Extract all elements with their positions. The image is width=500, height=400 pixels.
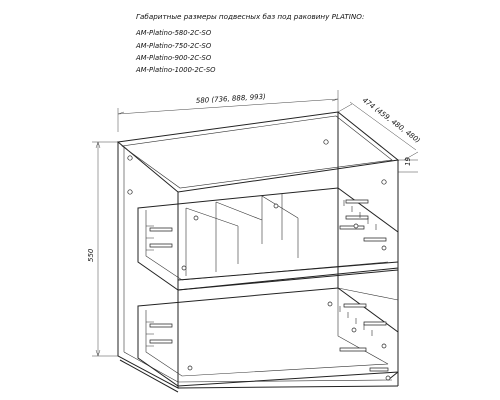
- upper-drawer: [138, 188, 398, 290]
- model-label: AM-Platino-580-2C-SO: [136, 29, 212, 37]
- fixing-holes: [128, 140, 390, 380]
- model-label: AM-Platino-900-2C-SO: [136, 54, 212, 62]
- model-label: AM-Platino-750-2C-SO: [136, 42, 212, 50]
- offset-dimension: [398, 157, 418, 172]
- offset-label: 19: [404, 157, 412, 166]
- height-label: 550: [87, 248, 95, 262]
- width-dimension: [118, 90, 338, 132]
- model-label: AM-Platino-1000-2C-SO: [136, 66, 216, 74]
- lower-drawer: [120, 288, 398, 392]
- depth-label: 474 (459, 480, 480): [360, 96, 422, 145]
- drawing-title: Габаритные размеры подвесных баз под раковину PLATINO:: [136, 12, 365, 21]
- height-dimension: [87, 142, 118, 356]
- width-label: 580 (736, 888, 993): [195, 92, 267, 105]
- cabinet-carcass: [118, 112, 398, 388]
